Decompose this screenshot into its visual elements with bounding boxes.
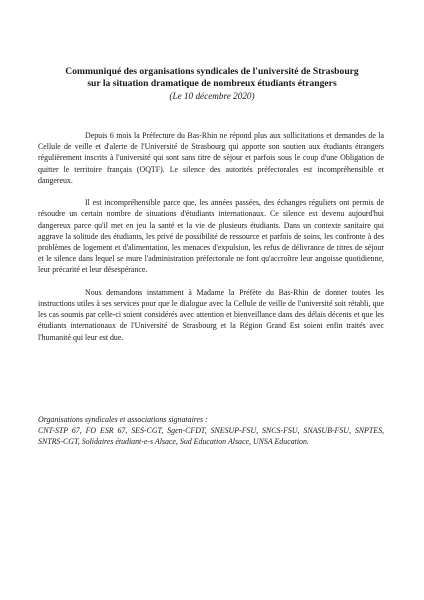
title-block <box>40 66 384 102</box>
signers-list: CNT-STP 67, FO ESR 67, SES-CGT, Sgen-CFDT, SNESUP-FSU, SNCS-FSU, SNASUB-FSU, SNPTES, SNTRS-CGT, Solidaires étudiant-e-s Alsace, Sud Education Alsace, UNSA Education. <box>38 426 384 447</box>
date-line: (Le 10 décembre 2020) <box>169 91 255 101</box>
signers-heading: Organisations syndicales et associations signataires : <box>38 415 208 424</box>
paragraph-1: Depuis 6 mois la Préfecture du Bas-Rhin ne répond plus aux sollicitations et demandes de la Cellule de veille et d'alerte de l'Université de Strasbourg qui apporte son soutien aux étudiants étrangers régulièrement inscrits à l'université qui sont sans titre de séjour et parfois sous le coup d'une Obligation de quitter le territoire français (OQTF). Le silence des autorités préfectorales est incompréhensible et dangereux. <box>38 131 384 185</box>
paragraph-2: Il est incompréhensible parce que, les années passées, des échanges réguliers ont permis de résoudre un certain nombre de situations d'étudiants internationaux. Ce silence est devenu aujourd'hui dangereux parce qu'il met en jeu la santé et la vie de plusieurs étudiants. Dans un contexte sanitaire qui aggrave la solitude des étudiants, les privé de possibilité de ressource et parfois de soins, les confronte à des problèmes de logement et d'alimentation, les menaces d'expulsion, les refus de délivrance de titres de séjour et le silence dans lequel se mure l'administration préfectorale ne font qu'accroître leur angoisse quotidienne, leur précarité et leur désespérance. <box>38 198 384 275</box>
signers-block <box>38 414 384 448</box>
title-line-1: Communiqué des organisations syndicales de l'université de Strasbourg <box>65 66 359 77</box>
paragraph-3: Nous demandons instamment à Madame la Préfète du Bas-Rhin de donner toutes les instructions utiles à ses services pour que le dialogue avec la Cellule de veille de l'université soit rétabli, que les cas soumis par celle-ci soient considérés avec attention et bienveillance dans des délais décents et que les étudiants internationaux de l'Université de Strasbourg et la Région Grand Est soient enfin traités avec l'humanité qui leur est due. <box>38 287 384 342</box>
title-line-2: sur la situation dramatique de nombreux étudiants étrangers <box>87 78 337 89</box>
document-body <box>38 130 384 354</box>
